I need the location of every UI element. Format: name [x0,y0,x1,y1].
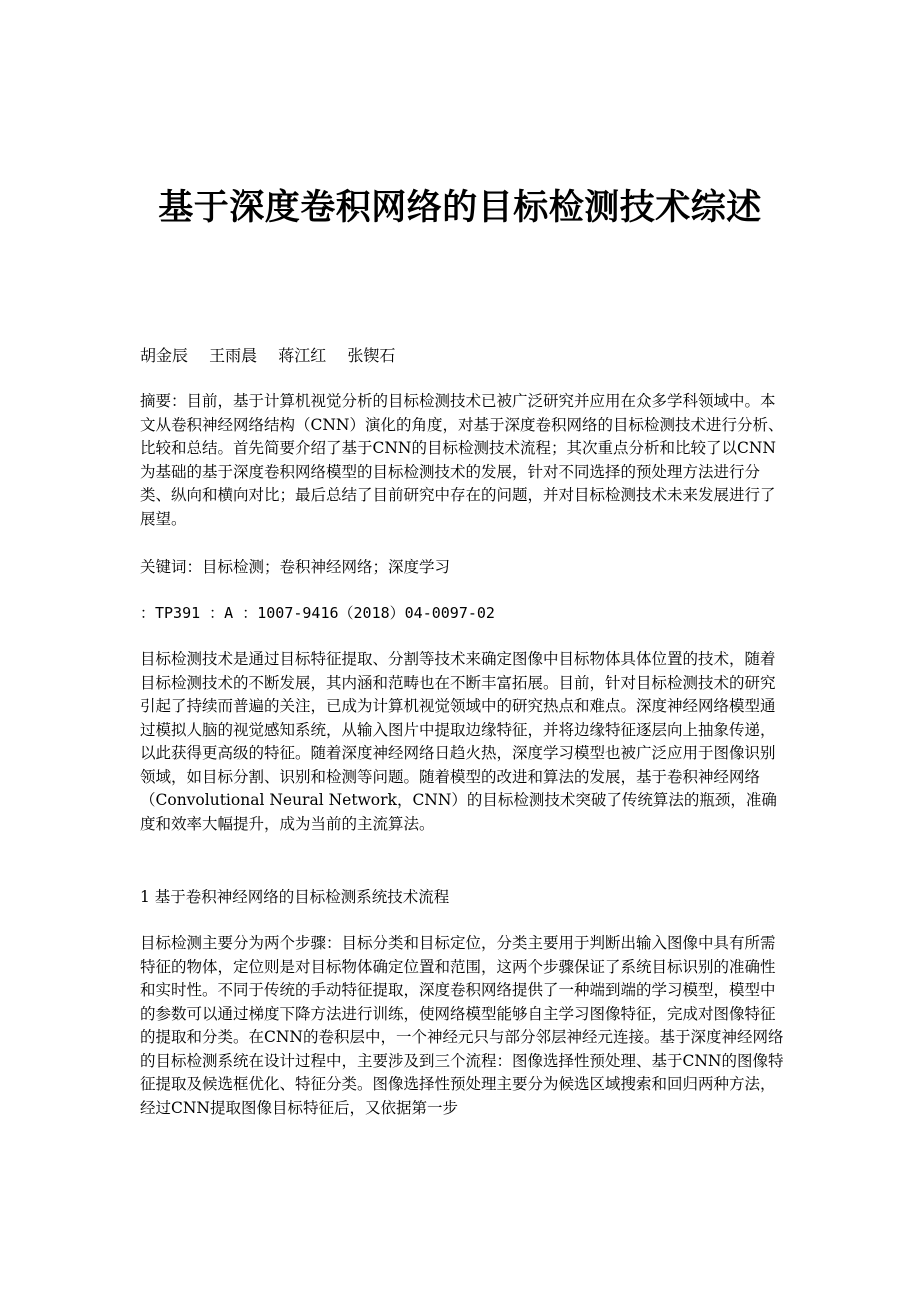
classification-line: ：TP391 ：A ：1007-9416（2018）04-0097-02 [140,604,495,622]
section-body-paragraph: 目标检测主要分为两个步骤：目标分类和目标定位，分类主要用于判断出输入图像中具有所需特征的物体，定位则是对目标物体确定位置和范围，这两个步骤保证了系统目标识别的准确性和实时性。不同于传统的手动特征提取，深度卷积网络提供了一种端到端的学习模型，模型中的参数可以通过梯度下降方法进行训练，使网络模型能够自主学习图像特征，完成对图像特征的提取和分类。在CNN的卷积层中，一个神经元只与部分邻层神经元连接。基于深度神经网络的目标检测系统在设计过程中，主要涉及到三个流程：图像选择性预处理、基于CNN的图像特征提取及候选框优化、特征分类。图像选择性预处理主要分为候选区域搜索和回归两种方法，经过CNN提取图像目标特征后，又依据第一步 [140,934,784,1117]
author-name: 胡金辰 [140,346,189,365]
keywords-line: 关键词：目标检测；卷积神经网络；深度学习 [140,558,451,576]
author-list [140,344,411,368]
author-name: 蒋江红 [278,346,327,365]
section-heading: 1 基于卷积神经网络的目标检测系统技术流程 [140,888,450,906]
paper-title: 基于深度卷积网络的目标检测技术综述 [158,188,762,228]
abstract-paragraph: 摘要：目前，基于计算机视觉分析的目标检测技术已被广泛研究并应用在众多学科领域中。本文从卷积神经网络结构（CNN）演化的角度，对基于深度卷积网络的目标检测技术进行分析、比较和总结。首先简要介绍了基于CNN的目标检测技术流程；其次重点分析和比较了以CNN为基础的基于深度卷积网络模型的目标检测技术的发展，针对不同选择的预处理方法进行分类、纵向和横向对比；最后总结了目前研究中存在的问题，并对目标检测技术未来发展进行了展望。 [140,392,784,528]
author-name: 王雨晨 [209,346,258,365]
intro-paragraph: 目标检测技术是通过目标特征提取、分割等技术来确定图像中目标物体具体位置的技术，随着目标检测技术的不断发展，其内涵和范畴也在不断丰富拓展。目前，针对目标检测技术的研究引起了持续而普遍的关注，已成为计算机视觉领域中的研究热点和难点。深度神经网络模型通过模拟人脑的视觉感知系统，从输入图片中提取边缘特征，并将边缘特征逐层向上抽象传递，以此获得更高级的特征。随着深度神经网络日趋火热，深度学习模型也被广泛应用于图像识别领域，如目标分割、识别和检测等问题。随着模型的改进和算法的发展，基于卷积神经网络（Convolutional Neural Network，CNN）的目标检测技术突破了传统算法的瓶颈，准确度和效率大幅提升，成为当前的主流算法。 [140,650,777,833]
author-name: 张锲石 [347,346,396,365]
